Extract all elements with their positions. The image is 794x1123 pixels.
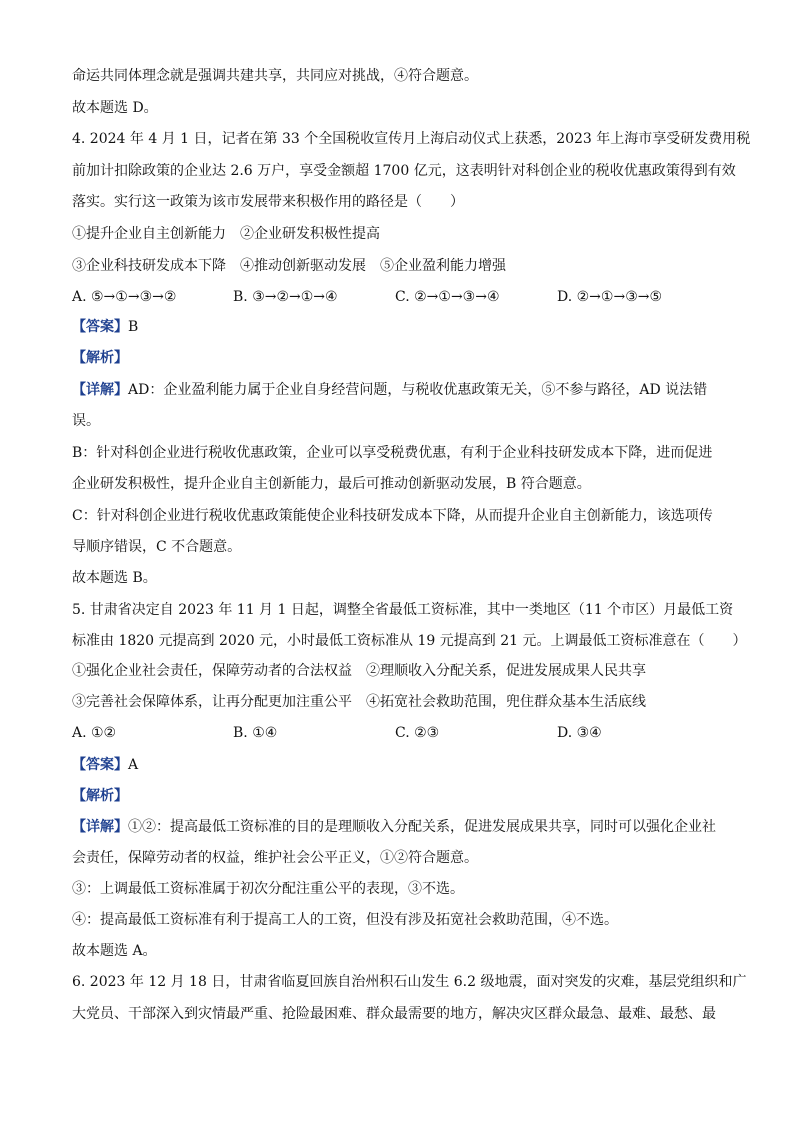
q6-stem-line-2: 大党员、干部深入到灾情最严重、抢险最困难、群众最需要的地方，解决灾区群众最急、最难、最愁、最 — [72, 1006, 716, 1022]
q5-detail-line-4: ④：提高最低工资标准有利于提高工人的工资，但没有涉及拓宽社会救助范围，④不选。 — [72, 912, 618, 928]
q4-option-c: C. ②→①→③→④ — [395, 289, 500, 305]
answer-value: A — [128, 757, 139, 773]
q4-item-line-1: ①提升企业自主创新能力 ②企业研发积极性提高 — [72, 226, 380, 242]
q5-detail-line-3: ③：上调最低工资标准属于初次分配注重公平的表现，③不选。 — [72, 881, 464, 897]
q4-detail-line-3: B：针对科创企业进行税收优惠政策，企业可以享受税费优惠，有利于企业科技研发成本下降，进而促进 — [72, 445, 713, 461]
q4-stem-line-1: 4. 2024 年 4 月 1 日，记者在第 33 个全国税收宣传月上海启动仪式上获悉，2023 年上海市享受研发费用税 — [72, 131, 751, 147]
q4-detail-line-4: 企业研发积极性，提升企业自主创新能力，最后可推动创新驱动发展，B 符合题意。 — [72, 476, 591, 492]
q5-item-line-2: ③完善社会保障体系，让再分配更加注重公平 ④拓宽社会救助范围，兜住群众基本生活底线 — [72, 694, 646, 710]
q5-detail-line-1: 【详解】①②：提高最低工资标准的目的是理顺收入分配关系，促进发展成果共享，同时可以强化企业社 — [72, 819, 716, 835]
prev-answer-tail: 命运共同体理念就是强调共建共享，共同应对挑战，④符合题意。 — [72, 68, 478, 84]
answer-value: B — [128, 319, 139, 335]
q5-option-c: C. ②③ — [395, 725, 440, 741]
q4-choice: 故本题选 B。 — [72, 570, 157, 586]
q5-choice: 故本题选 A。 — [72, 943, 157, 959]
q4-option-b: B. ③→②→①→④ — [233, 289, 338, 305]
q4-detail-line-6: 导顺序错误，C 不合题意。 — [72, 539, 242, 555]
q4-stem-line-3: 落实。实行这一政策为该市发展带来积极作用的路径是（ ） — [72, 194, 464, 210]
q4-option-d: D. ②→①→③→⑤ — [557, 289, 663, 305]
q5-analysis-label: 【解析】 — [72, 788, 128, 804]
q4-detail-line-2: 误。 — [72, 413, 100, 429]
q4-option-a: A. ⑤→①→③→② — [72, 289, 177, 305]
detail-label: 【详解】 — [72, 382, 128, 398]
q5-answer — [72, 755, 138, 775]
q4-analysis-label: 【解析】 — [72, 350, 128, 366]
detail-label: 【详解】 — [72, 819, 128, 835]
q5-stem-line-1: 5. 甘肃省决定自 2023 年 11 月 1 日起，调整全省最低工资标准，其中一类地区（11 个市区）月最低工资 — [72, 602, 734, 618]
q4-answer — [72, 317, 138, 337]
answer-label: 【答案】 — [72, 319, 128, 335]
q5-stem-line-2: 标准由 1820 元提高到 2020 元，小时最低工资标准从 19 元提高到 21 元。上调最低工资标准意在（ ） — [72, 633, 747, 649]
q5-option-b: B. ①④ — [233, 725, 278, 741]
q4-detail-line-5: C：针对科创企业进行税收优惠政策能使企业科技研发成本下降，从而提升企业自主创新能力，该选项传 — [72, 508, 713, 524]
q5-item-line-1: ①强化企业社会责任，保障劳动者的合法权益 ②理顺收入分配关系，促进发展成果人民共享 — [72, 663, 646, 679]
q5-option-a: A. ①② — [72, 725, 117, 741]
q4-detail-line-1: 【详解】AD：企业盈利能力属于企业自身经营问题，与税收优惠政策无关，⑤不参与路径，AD 说法错 — [72, 382, 708, 398]
q5-option-d: D. ③④ — [557, 725, 602, 741]
prev-choice: 故本题选 D。 — [72, 100, 158, 116]
q4-stem-line-2: 前加计扣除政策的企业达 2.6 万户，享受金额超 1700 亿元，这表明针对科创企业的税收优惠政策得到有效 — [72, 163, 736, 179]
q4-item-line-2: ③企业科技研发成本下降 ④推动创新驱动发展 ⑤企业盈利能力增强 — [72, 258, 506, 274]
q5-detail-line-2: 会责任，保障劳动者的权益，维护社会公平正义，①②符合题意。 — [72, 850, 478, 866]
answer-label: 【答案】 — [72, 757, 128, 773]
q6-stem-line-1: 6. 2023 年 12 月 18 日，甘肃省临夏回族自治州积石山发生 6.2 级地震，面对突发的灾难，基层党组织和广 — [72, 974, 747, 990]
